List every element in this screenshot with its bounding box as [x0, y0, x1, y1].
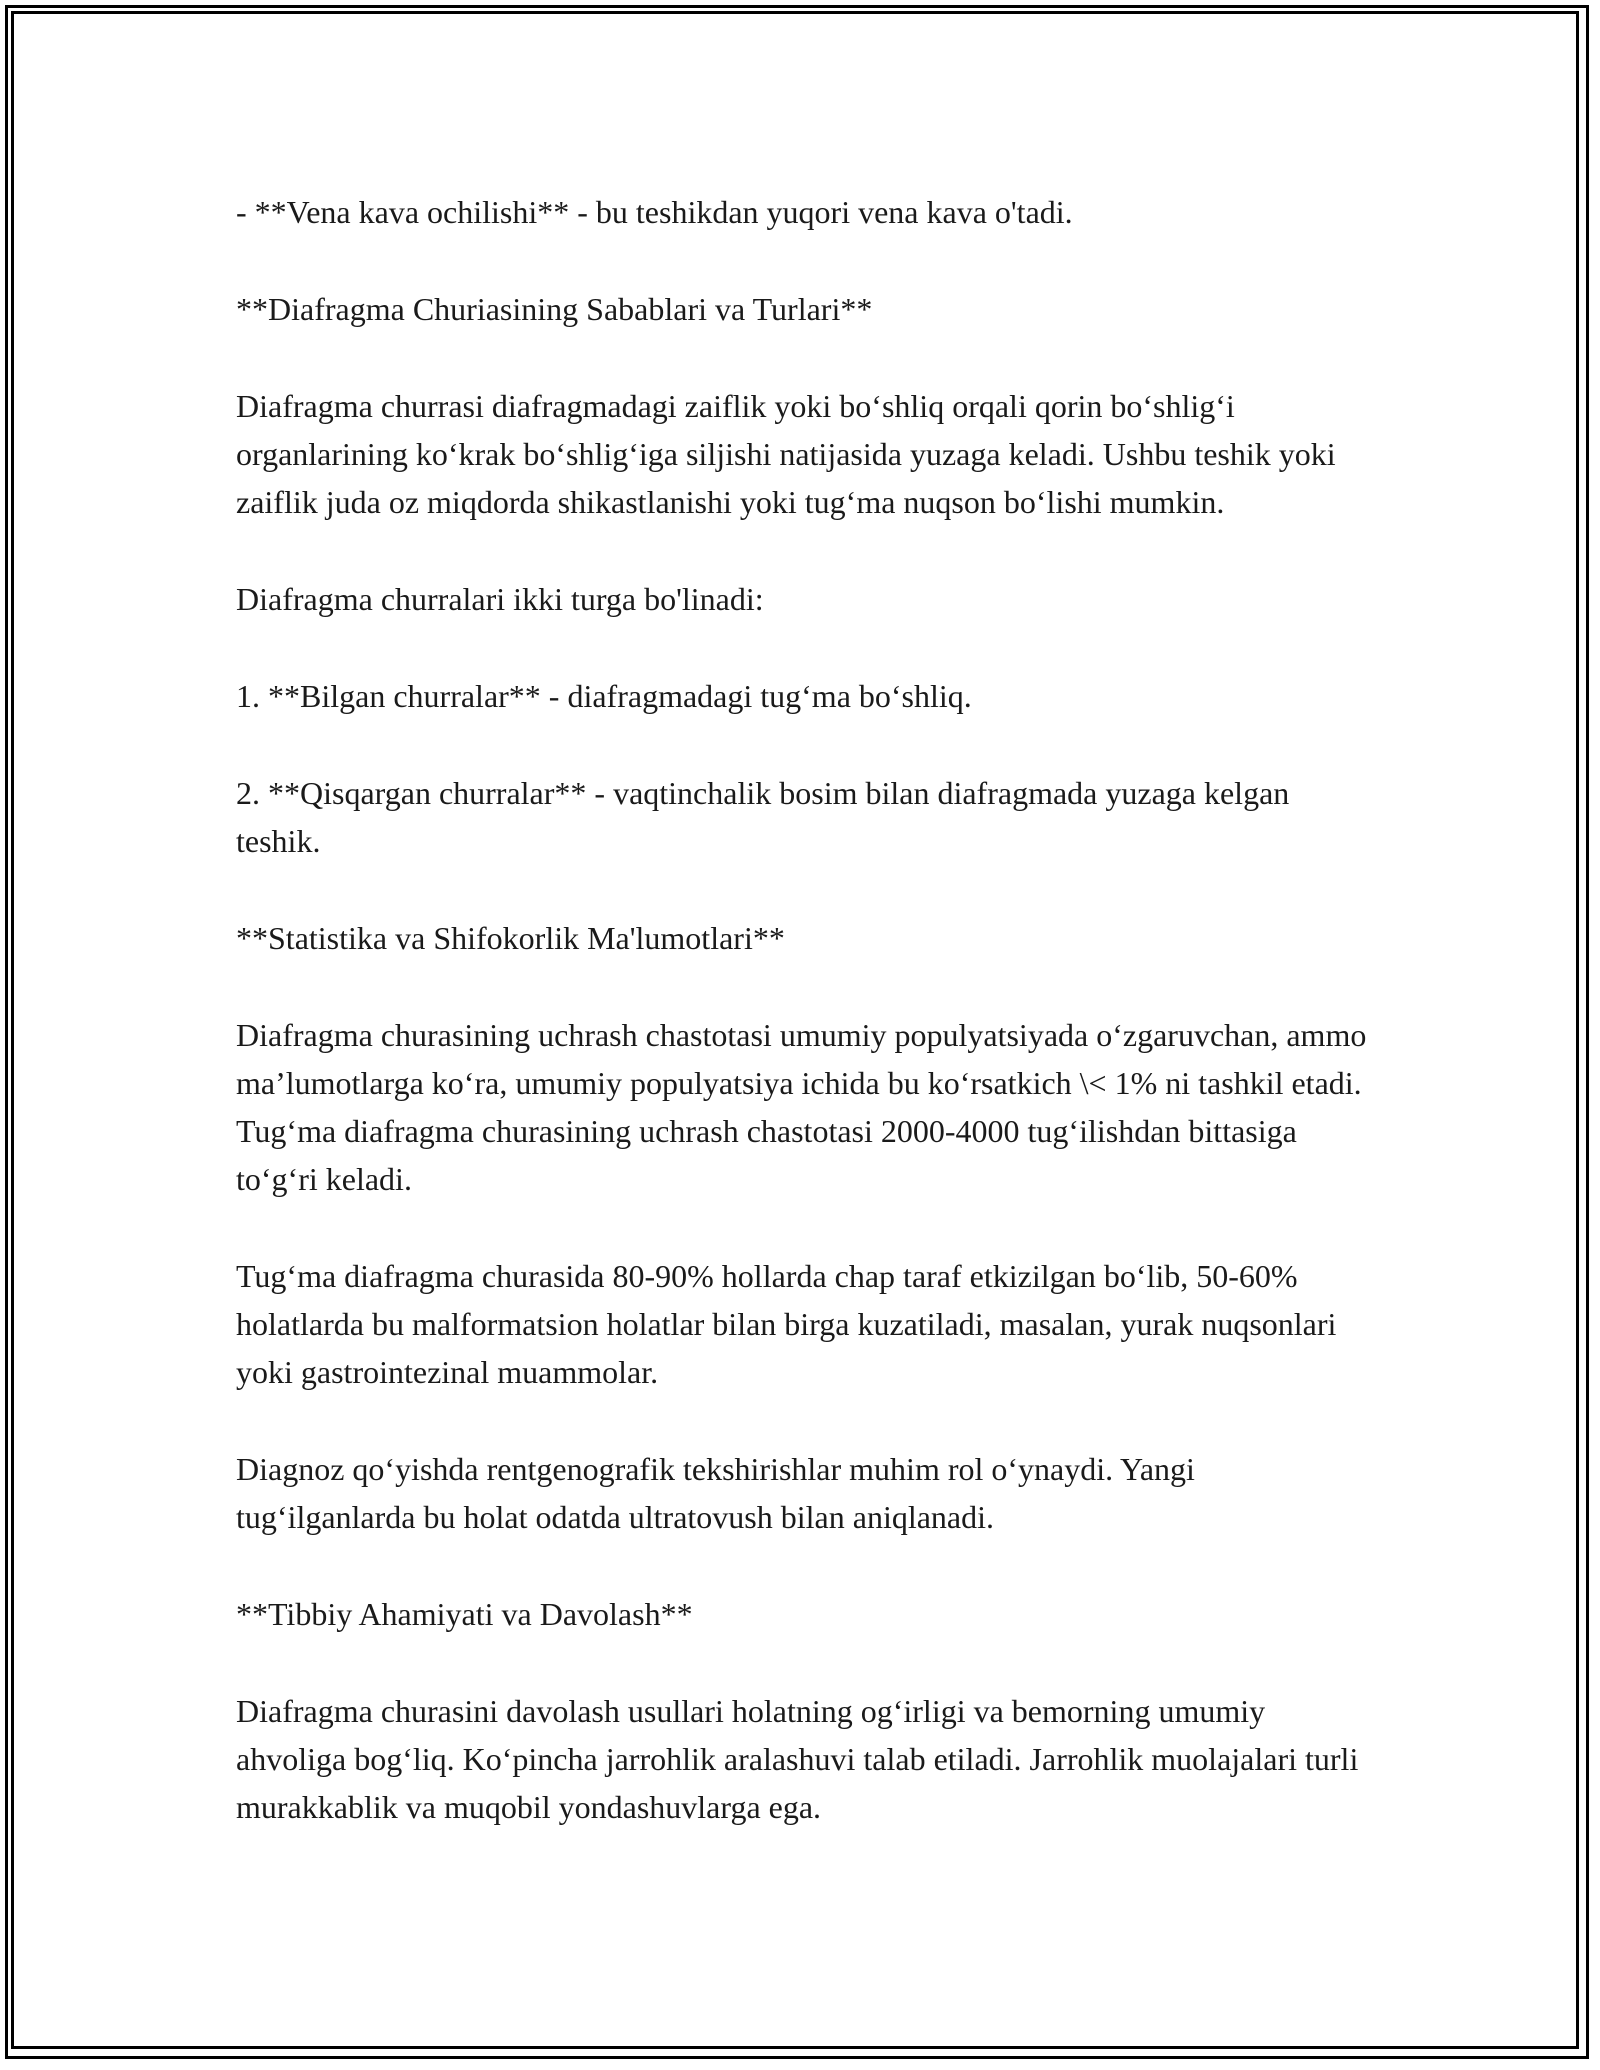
paragraph-types-intro: Diafragma churralari ikki turga bo'linadi:	[236, 581, 764, 617]
list-item-type-2: 2. **Qisqargan churralar** - vaqtinchalik bosim bilan diafragmada yuzaga kelgan teshik.	[236, 775, 1290, 859]
paragraph-treatment: Diafragma churasini davolash usullari holatning og‘irligi va bemorning umumiy ahvoliga bog‘liq. Ko‘pincha jarrohlik aralashuvi talab etiladi. Jarrohlik muolajalari turli murakkablik va muqobil yondashuvlarga ega.	[236, 1693, 1359, 1825]
paragraph-frequency: Diafragma churasining uchrash chastotasi umumiy populyatsiyada o‘zgaruvchan, ammo ma’lumotlarga ko‘ra, umumiy populyatsiya ichida bu ko‘rsatkich \< 1% ni tashkil etadi. Tug‘ma diafragma churasining uchrash chastotasi 2000-4000 tug‘ilishdan bittasiga to‘g‘ri keladi.	[236, 1017, 1367, 1197]
paragraph-diagnosis: Diagnoz qo‘yishda rentgenografik tekshirishlar muhim rol o‘ynaydi. Yangi tug‘ilganlarda bu holat odatda ultratovush bilan aniqlanadi.	[236, 1451, 1195, 1535]
section-heading-treatment: **Tibbiy Ahamiyati va Davolash**	[236, 1596, 693, 1632]
document-body	[236, 188, 1376, 1880]
list-item-type-1: 1. **Bilgan churralar** - diafragmadagi tug‘ma bo‘shliq.	[236, 678, 972, 714]
paragraph-definition: Diafragma churrasi diafragmadagi zaiflik yoki bo‘shliq orqali qorin bo‘shlig‘i organlarining ko‘krak bo‘shlig‘iga siljishi natijasida yuzaga keladi. Ushbu teshik yoki zaiflik juda oz miqdorda shikastlanishi yoki tug‘ma nuqson bo‘lishi mumkin.	[236, 388, 1336, 520]
section-heading-statistics: **Statistika va Shifokorlik Ma'lumotlari**	[236, 920, 785, 956]
paragraph-congenital-cases: Tug‘ma diafragma churasida 80-90% hollarda chap taraf etkizilgan bo‘lib, 50-60% holatlarda bu malformatsion holatlar bilan birga kuzatiladi, masalan, yurak nuqsonlari yoki gastrointezinal muammolar.	[236, 1258, 1337, 1390]
list-item-vena-kava: - **Vena kava ochilishi** - bu teshikdan yuqori vena kava o'tadi.	[236, 194, 1073, 230]
section-heading-causes-types: **Diafragma Churiasining Sabablari va Turlari**	[236, 291, 873, 327]
